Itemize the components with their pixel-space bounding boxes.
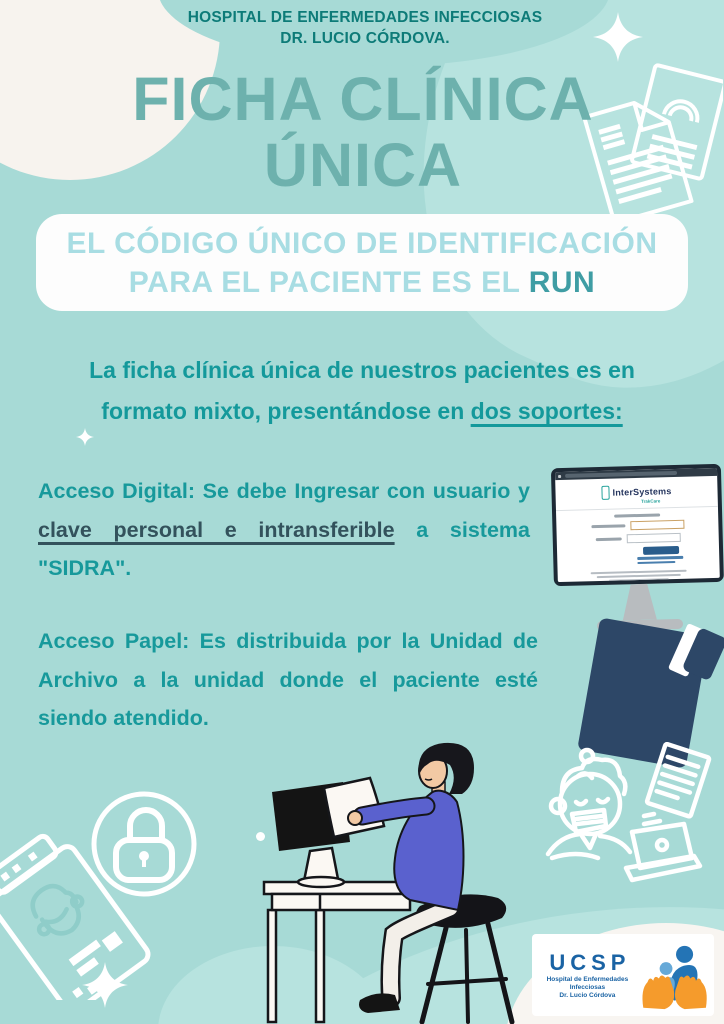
ucsp-line2: Infecciosas — [569, 984, 606, 991]
password-input — [626, 533, 680, 543]
doctor-laptop-icon — [532, 742, 724, 892]
title-line2: ÚNICA — [263, 131, 463, 199]
browser-url-bar — [565, 471, 677, 478]
hospital-name-line1: HOSPITAL DE ENFERMEDADES INFECCIOSAS — [187, 9, 543, 26]
browser-warning-icon — [558, 474, 561, 477]
run-banner-line1: EL CÓDIGO ÚNICO DE IDENTIFICACIÓN — [66, 226, 658, 260]
intersystems-bracket-icon — [601, 486, 609, 500]
browser-address-bar — [555, 468, 717, 480]
monitor-stand-neck — [622, 584, 657, 621]
sidra-monitor-illustration — [550, 464, 724, 632]
acceso-digital-underlined: clave personal e intransferible — [38, 517, 395, 542]
person-at-computer-illustration — [222, 738, 527, 1024]
login-link-bar — [637, 556, 683, 560]
run-highlight: RUN — [528, 265, 596, 299]
run-banner-line2-text: PARA EL PACIENTE ES EL — [128, 265, 529, 299]
login-link-bar — [637, 561, 675, 564]
intro-paragraph — [62, 350, 662, 432]
run-banner-line2 — [36, 263, 688, 302]
trakcare-product-text: TrakCare — [641, 498, 661, 504]
acceso-digital-before: Se debe Ingresar con usuario y — [202, 479, 531, 503]
page-title — [43, 66, 683, 198]
title-line1: FICHA CLÍNICA — [132, 65, 594, 133]
footer-text-bar — [609, 578, 669, 582]
login-username-row — [556, 519, 718, 532]
username-label-bar — [591, 524, 625, 528]
monitor-screen — [555, 468, 720, 582]
ucsp-logo — [532, 934, 714, 1016]
ucsp-line3: Dr. Lucio Córdova — [559, 992, 616, 999]
intro-underlined: dos soportes: — [470, 398, 623, 424]
login-button — [643, 546, 679, 555]
ucsp-acronym: UCSP — [549, 950, 631, 975]
ucsp-logo-text — [536, 950, 639, 1000]
hospital-name-line2: DR. LUCIO CÓRDOVA. — [280, 30, 450, 47]
screen-divider — [556, 506, 718, 511]
intro-line1: La ficha clínica única de nuestros pacientes es en — [89, 357, 635, 383]
acceso-digital-lead: Acceso Digital: — [38, 479, 203, 503]
id-card-lock-icon — [0, 760, 207, 1000]
welcome-text-bar — [614, 513, 660, 517]
password-label-bar — [595, 537, 621, 541]
acceso-papel-paragraph: Acceso Papel: Es distribuida por la Unidad de Archivo a la unidad donde el paciente esté siendo atendido. — [38, 629, 538, 730]
hospital-name-header — [115, 7, 615, 49]
login-password-row — [557, 532, 719, 545]
acceso-digital-after: a sistema "SIDRA". — [38, 517, 530, 580]
username-input — [630, 520, 684, 530]
monitor-frame — [551, 464, 724, 586]
ucsp-hands-icon — [639, 939, 710, 1011]
run-banner — [36, 214, 688, 311]
intersystems-brand-text: InterSystems — [612, 486, 672, 498]
intro-line2: formato mixto, presentándose en — [101, 398, 471, 424]
ucsp-line1: Hospital de Enfermedades — [546, 976, 629, 983]
acceso-digital-paragraph — [38, 472, 530, 588]
